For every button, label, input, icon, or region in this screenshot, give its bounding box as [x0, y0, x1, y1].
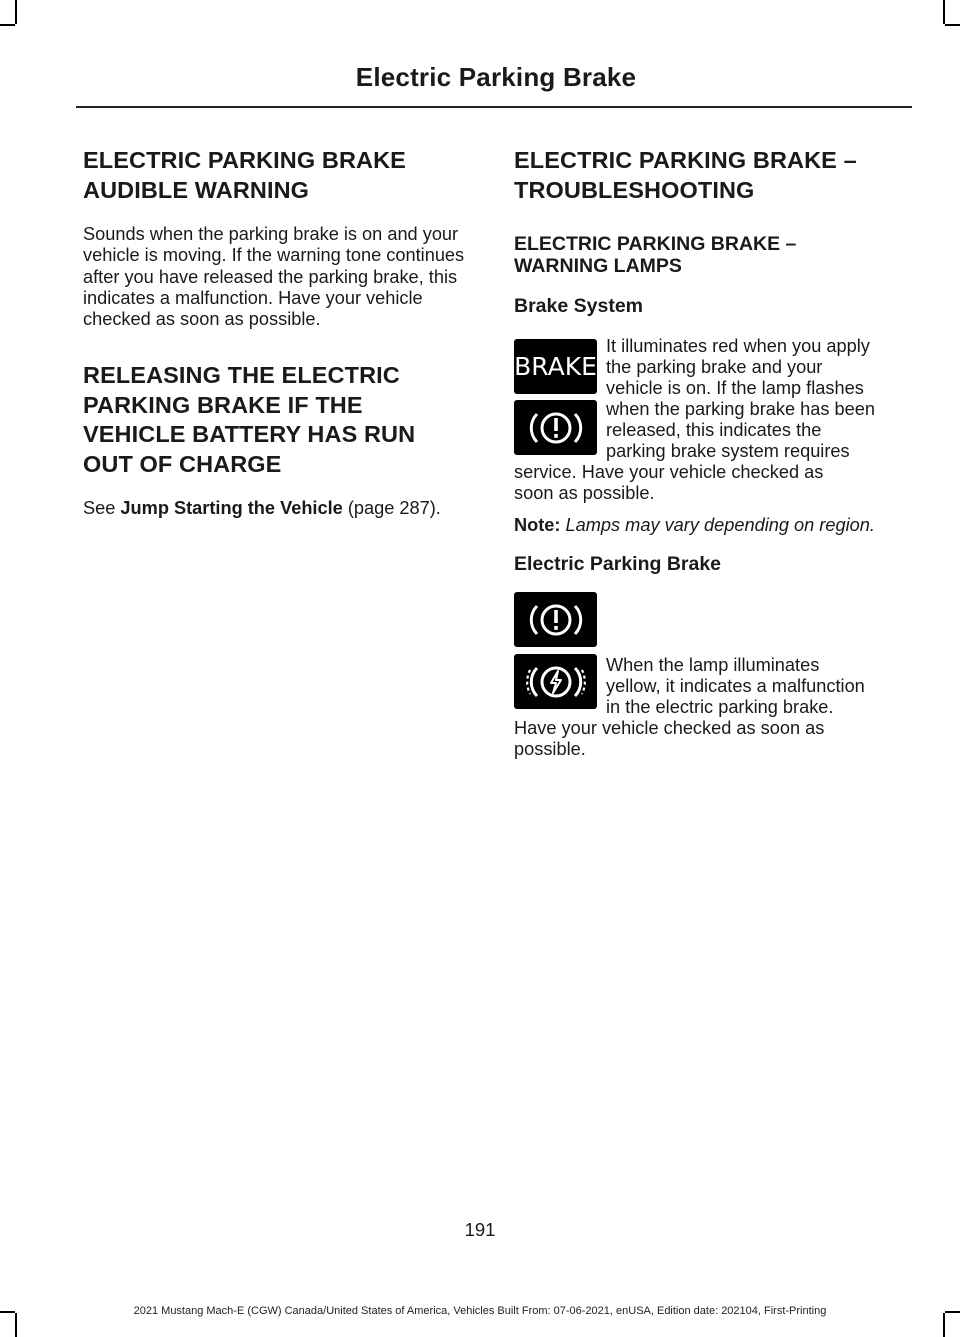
crop-mark: [0, 24, 15, 26]
edition-footer: 2021 Mustang Mach-E (CGW) Canada/United States of America, Vehicles Built From: 07-06-2021, enUSA, Edition date: 202104, First-Printing: [133, 1305, 827, 1317]
brake-system-heading: Brake System: [514, 295, 643, 317]
troubleshooting-heading: ELECTRIC PARKING BRAKE – TROUBLESHOOTING: [514, 147, 857, 203]
brake-text-icon: BRAKE: [514, 339, 597, 394]
left-column: [83, 145, 473, 520]
crop-mark: [15, 0, 17, 24]
brake-warning-icon: [514, 400, 597, 455]
audible-warning-body: Sounds when the parking brake is on and your vehicle is moving. If the warning tone continues after you have released the parking brake, this indicates a malfunction. Have your vehicle checked as soon as possible.: [83, 224, 465, 330]
brake-warning-icon: [514, 592, 597, 647]
releasing-body: See Jump Starting the Vehicle (page 287).: [83, 498, 441, 519]
crop-mark: [945, 24, 960, 26]
crop-mark: [943, 0, 945, 24]
electric-parking-brake-heading: Electric Parking Brake: [514, 553, 722, 575]
electric-brake-fault-icon: [514, 654, 597, 709]
audible-warning-heading: ELECTRIC PARKING BRAKE AUDIBLE WARNING: [83, 147, 406, 203]
right-column: [514, 145, 910, 318]
jump-starting-link[interactable]: Jump Starting the Vehicle: [120, 498, 343, 519]
page-number: 191: [464, 1219, 496, 1240]
header-divider: [76, 106, 912, 108]
warning-lamps-heading: ELECTRIC PARKING BRAKE – WARNING LAMPS: [514, 233, 797, 277]
page-header-title: Electric Parking Brake: [355, 62, 637, 92]
releasing-heading: RELEASING THE ELECTRIC PARKING BRAKE IF THE VEHICLE BATTERY HAS RUN OUT OF CHARGE: [83, 362, 416, 477]
region-note: Note: Lamps may vary depending on region.: [514, 515, 875, 535]
